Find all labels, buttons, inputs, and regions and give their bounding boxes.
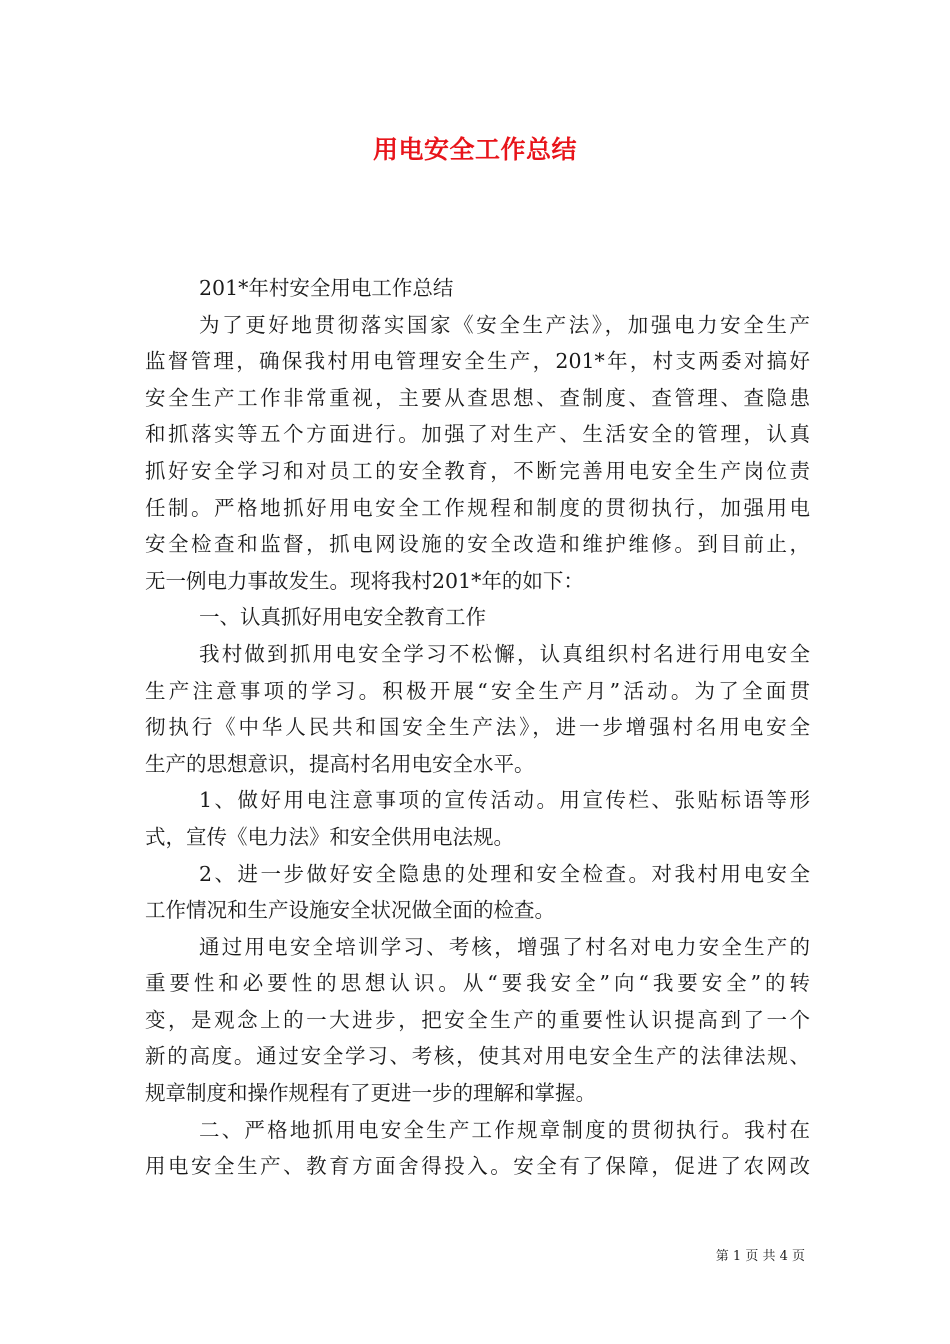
section-heading: 二、严格地抓用电安全生产工作规章制度的贯彻执行。我村在 [199,1117,810,1142]
paragraph-line: 彻执行《中华人民共和国安全生产法》，进一步增强村名用电安全 [145,715,810,740]
document-body [145,270,810,1185]
paragraph-line: 用电安全生产、教育方面舍得投入。安全有了保障，促进了农网改 [145,1154,810,1179]
paragraph-line: 201*年村安全用电工作总结 [199,276,454,300]
paragraph-line: 和抓落实等五个方面进行。加强了对生产、生活安全的管理，认真 [145,422,810,447]
paragraph-line: 通过用电安全培训学习、考核，增强了村名对电力安全生产的 [199,934,810,959]
paragraph-line: 生产注意事项的学习。积极开展“安全生产月”活动。为了全面贯 [145,678,810,703]
paragraph-line: 为了更好地贯彻落实国家《安全生产法》，加强电力安全生产 [199,312,810,337]
paragraph-line: 工作情况和生产设施安全状况做全面的检查。 [145,898,555,923]
paragraph-line: 新的高度。通过安全学习、考核，使其对用电安全生产的法律法规、 [145,1044,810,1069]
paragraph-line: 生产的思想意识，提高村名用电安全水平。 [145,751,535,776]
paragraph-line: 2、进一步做好安全隐患的处理和安全检查。对我村用电安全 [199,861,810,886]
section-heading: 一、认真抓好用电安全教育工作 [199,605,486,630]
paragraph-line: 监督管理，确保我村用电管理安全生产，201*年，村支两委对搞好 [145,349,810,374]
paragraph-line: 规章制度和操作规程有了更进一步的理解和掌握。 [145,1081,596,1106]
paragraph-line: 安全生产工作非常重视，主要从查思想、查制度、查管理、查隐患 [145,385,810,410]
paragraph-line: 任制。严格地抓好用电安全工作规程和制度的贯彻执行，加强用电 [145,495,810,520]
paragraph-line: 式，宣传《电力法》和安全供用电法规。 [145,824,514,849]
paragraph-line: 无一例电力事故发生。现将我村201*年的如下： [145,568,584,593]
paragraph-line: 我村做到抓用电安全学习不松懈，认真组织村名进行用电安全 [199,641,810,666]
paragraph-line: 变，是观念上的一大进步，把安全生产的重要性认识提高到了一个 [145,1007,810,1032]
document-title: 用电安全工作总结 [372,135,577,164]
paragraph-line: 重要性和必要性的思想认识。从“要我安全”向“我要安全”的转 [145,971,810,996]
paragraph-line: 安全检查和监督，抓电网设施的安全改造和维护维修。到目前止， [145,532,810,557]
paragraph-line: 抓好安全学习和对员工的安全教育，不断完善用电安全生产岗位责 [145,458,810,483]
paragraph-line: 1、做好用电注意事项的宣传活动。用宣传栏、张贴标语等形 [199,788,810,813]
page-number: 第 1 页 共 4 页 [715,1249,805,1264]
